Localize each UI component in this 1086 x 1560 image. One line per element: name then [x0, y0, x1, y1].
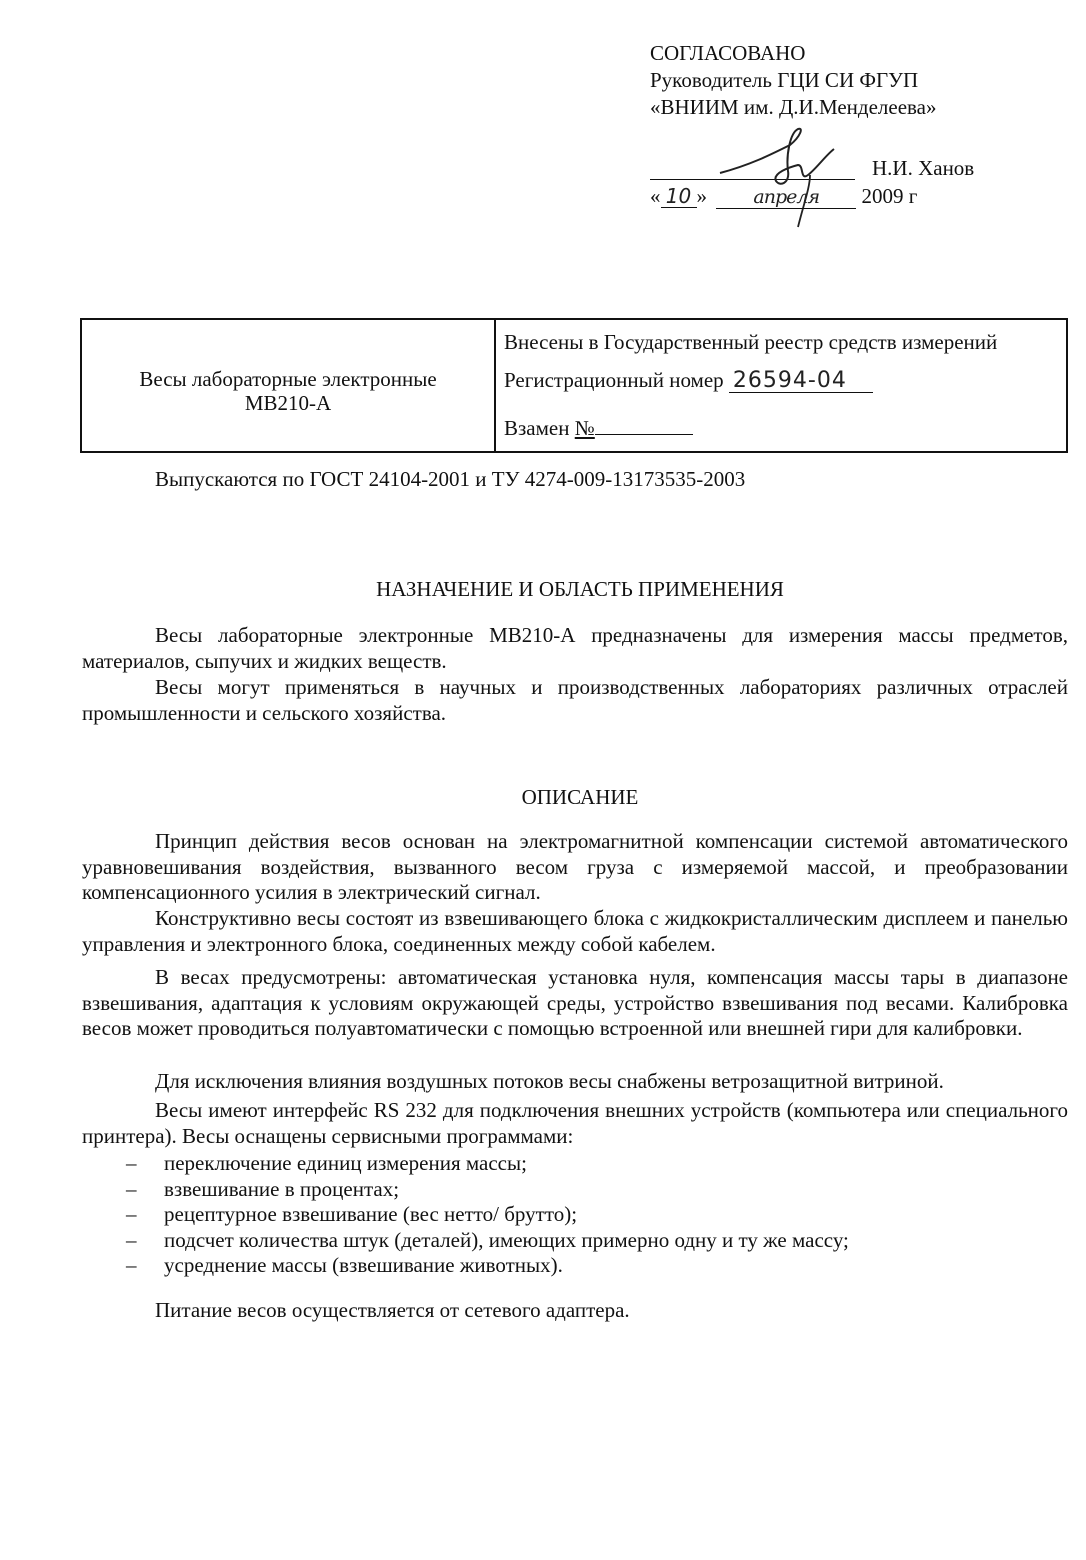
paragraph-text: В весах предусмотрены: автоматическая установка нуля, компенсация массы тары в диапазоне взвешивания, адаптация к условиям окружающей среды, устройство взвешивания под весами. Калибровка весов может проводиться полуавтоматически с помощью встроенной или внешней гири для калибровки. — [82, 965, 1068, 1040]
date-day: 10 — [661, 185, 697, 208]
date-open-quote: « — [650, 184, 661, 208]
dash-bullet-icon: – — [126, 1176, 137, 1201]
date-month: апреля — [716, 186, 856, 209]
date-close-quote: » — [696, 184, 707, 208]
replace-value — [595, 416, 693, 435]
list-item-text: подсчет количества штук (деталей), имеющих примерно одну и ту же массу; — [164, 1227, 849, 1252]
handwritten-signature-icon — [700, 125, 880, 235]
approval-position: Руководитель ГЦИ СИ ФГУП — [650, 68, 919, 92]
product-model: МВ210-А — [244, 390, 332, 415]
description-paragraph-3 — [82, 965, 1068, 1042]
replace-number-sign: № — [574, 416, 595, 440]
list-item — [82, 1228, 1068, 1254]
standards-line: Выпускаются по ГОСТ 24104-2001 и ТУ 4274-009-13173535-2003 — [155, 467, 746, 491]
paragraph-text: Для исключения влияния воздушных потоков весы снабжены ветрозащитной витриной. — [155, 1069, 944, 1093]
dash-bullet-icon: – — [126, 1253, 137, 1277]
reg-number-label: Регистрационный номер — [504, 368, 724, 392]
signatory-name: Н.И. Ханов — [872, 156, 975, 180]
registry-statement: Внесены в Государственный реестр средств измерений — [504, 330, 998, 354]
dash-bullet-icon: – — [126, 1202, 137, 1226]
list-item-text: рецептурное взвешивание (вес нетто/ брутто); — [164, 1202, 578, 1226]
registration-number-row — [504, 368, 873, 393]
reg-number-value: 26594-04 — [729, 370, 873, 393]
description-paragraph-5 — [82, 1098, 1068, 1149]
purpose-paragraph-2 — [82, 675, 1068, 726]
approval-organization: «ВНИИМ им. Д.И.Менделеева» — [650, 95, 937, 119]
list-item — [82, 1202, 1068, 1228]
approval-date — [650, 184, 917, 214]
purpose-paragraph-1 — [82, 623, 1068, 674]
description-paragraph-1 — [82, 829, 1068, 906]
list-item-text: усреднение массы (взвешивание животных). — [164, 1253, 563, 1277]
approval-block — [650, 40, 1010, 121]
registration-table — [80, 318, 1068, 453]
paragraph-text: Конструктивно весы состоят из взвешивающего блока с жидкокристаллическим дисплеем и панелью управления и электронного блока, соединенных между собой кабелем. — [82, 906, 1068, 956]
paragraph-text: Весы лабораторные электронные МВ210-А предназначены для измерения массы предметов, материалов, сыпучих и жидких веществ. — [82, 623, 1068, 673]
product-name: Весы лабораторные электронные — [139, 366, 437, 391]
power-supply-statement: Питание весов осуществляется от сетевого адаптера. — [155, 1298, 630, 1322]
list-item — [82, 1253, 1068, 1279]
service-programs-list — [82, 1151, 1068, 1279]
list-item-text: взвешивание в процентах; — [164, 1176, 400, 1201]
list-item — [82, 1151, 1068, 1177]
section-title-purpose: НАЗНАЧЕНИЕ И ОБЛАСТЬ ПРИМЕНЕНИЯ — [376, 577, 784, 601]
description-paragraph-4 — [82, 1069, 1068, 1095]
paragraph-text: Весы имеют интерфейс RS 232 для подключения внешних устройств (компьютера или специального принтера). Весы оснащены сервисными программами: — [82, 1098, 1068, 1148]
paragraph-text: Весы могут применяться в научных и производственных лабораториях различных отраслей промышленности и сельского хозяйства. — [82, 675, 1068, 725]
dash-bullet-icon: – — [126, 1151, 137, 1175]
list-item — [82, 1177, 1068, 1203]
product-cell — [82, 320, 496, 451]
list-item-text: переключение единиц измерения массы; — [164, 1151, 527, 1175]
paragraph-text: Принцип действия весов основан на электромагнитной компенсации системой автоматического уравновешивания воздействия, вызванного весом груза с измеряемой массой, и преобразовании компенсационного усилия в электрический сигнал. — [82, 829, 1068, 904]
description-paragraph-2 — [82, 906, 1068, 957]
dash-bullet-icon: – — [126, 1227, 137, 1252]
registry-cell — [496, 320, 1066, 451]
section-title-description: ОПИСАНИЕ — [521, 785, 639, 809]
approval-heading: СОГЛАСОВАНО — [650, 41, 806, 65]
replace-row — [504, 416, 693, 441]
replace-label: Взамен — [504, 416, 570, 440]
date-year: 2009 г — [861, 184, 918, 208]
